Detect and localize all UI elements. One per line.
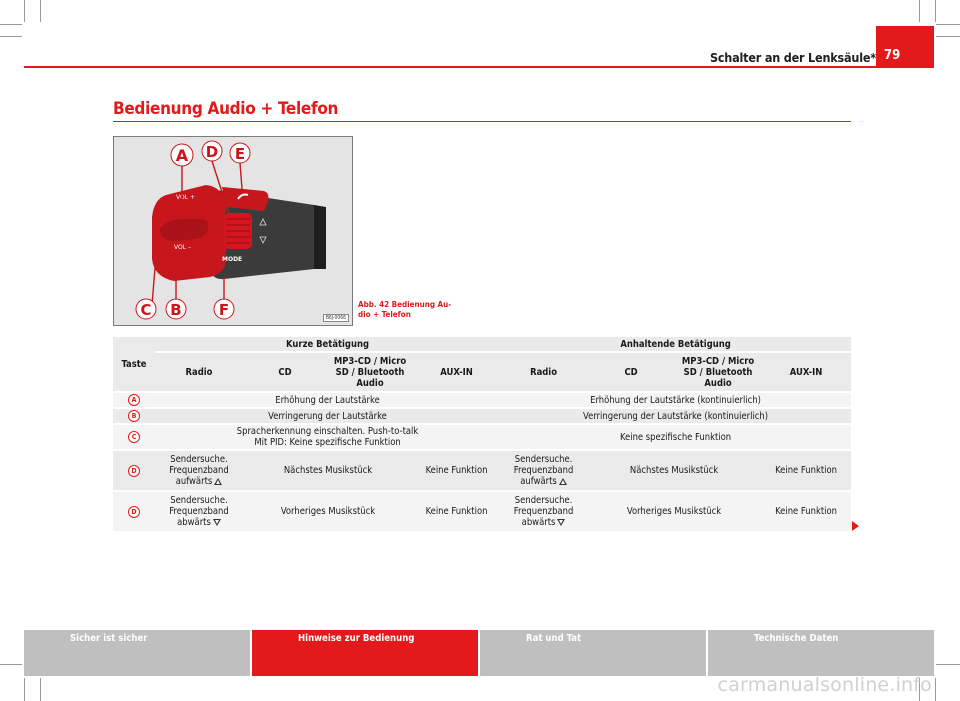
table-cell: Verringerung der Lautstärke [155,408,500,424]
crop-mark [0,36,22,37]
crop-mark [935,678,936,701]
control-stalk-illustration [114,137,353,326]
column-header: Radio [155,352,243,392]
table-cell [500,491,587,532]
running-header-title: Schalter an der Lenksäule* [709,50,876,65]
crop-mark [0,664,22,665]
footer-tab-sicher-ist-sicher[interactable]: Sicher ist sicher [24,630,250,676]
watermark: carmanualsonline.info [717,674,932,696]
figure-label-d: D [205,143,219,161]
vol-down-text: VOL – [174,244,191,251]
key-cell [113,392,155,408]
column-header: AUX-IN [761,352,851,392]
table-cell: Erhöhung der Lautstärke [155,392,500,408]
column-header: CD [587,352,675,392]
crop-mark [936,36,960,37]
key-cell [113,491,155,532]
table-cell: Keine spezifische Funktion [500,424,851,450]
table-cell [155,450,243,491]
column-header: CD [243,352,327,392]
column-header: MP3-CD / Micro SD / Bluetooth Audio [327,352,413,392]
key-cell [113,450,155,491]
cell-text: Sendersuche. Frequenzband abwärts [169,495,229,528]
footer-tab-hinweise-zur-bedienung[interactable]: Hinweise zur Bedienung [252,630,478,676]
key-cell [113,408,155,424]
footer-nav [24,630,934,676]
figure-label-f: F [218,301,230,319]
key-badge: D [128,465,140,477]
table-row [113,450,851,491]
key-badge: D [128,506,140,518]
triangle-down-icon [557,519,565,526]
section-title: Bedienung Audio + Telefon [113,99,339,119]
table-cell: Keine Funktion [761,450,851,491]
table-cell: Keine Funktion [413,491,500,532]
figure-label-e: E [234,145,246,163]
table-cell: Spracherkennung einschalten. Push-to-talk Mit PID: Keine spezifische Funktion [155,424,500,450]
footer-tab-rat-und-tat[interactable]: Rat und Tat [480,630,706,676]
triangle-down-icon [213,519,221,526]
header-rule [24,66,934,68]
figure-label-b: B [170,301,182,319]
crop-mark [936,664,960,665]
key-badge: C [128,431,140,443]
cell-text: Sendersuche. Frequenzband abwärts [513,495,574,528]
figure-code: B6J-0066 [323,314,349,322]
crop-mark [936,24,960,25]
table-header-row [113,337,851,352]
figure-label-c: C [140,301,152,319]
crop-mark [24,0,25,22]
triangle-up-icon [214,478,222,485]
crop-mark [0,24,22,25]
crop-mark [40,678,41,701]
group-header-long: Anhaltende Betätigung [500,337,851,352]
group-header-short: Kurze Betätigung [155,337,500,352]
column-header: MP3-CD / Micro SD / Bluetooth Audio [675,352,761,392]
crop-mark [24,678,25,701]
table-cell: Vorheriges Musikstück [587,491,761,532]
triangle-up-icon [559,478,567,485]
crop-mark [40,0,41,22]
table-cell: Nächstes Musikstück [243,450,413,491]
continue-arrow-icon [852,521,859,531]
table-cell: Nächstes Musikstück [587,450,761,491]
cell-text: Sendersuche. Frequenzband aufwärts [169,454,229,487]
table-row [113,392,851,408]
section-rule [113,121,851,122]
cell-text: Sendersuche. Frequenzband aufwärts [513,454,574,487]
steering-column-switch-figure [113,136,353,326]
taste-header: Taste [113,337,155,392]
table-cell: Erhöhung der Lautstärke (kontinuierlich) [500,392,851,408]
function-table [113,337,851,533]
table-row [113,491,851,532]
footer-tab-technische-daten[interactable]: Technische Daten [708,630,934,676]
column-header: Radio [500,352,587,392]
crop-mark [935,0,936,22]
key-badge: B [128,410,140,422]
vol-up-text: VOL + [176,194,195,201]
table-cell: Keine Funktion [761,491,851,532]
table-cell [500,450,587,491]
table-subheader-row [113,352,851,392]
table-cell: Vorheriges Musikstück [243,491,413,532]
table-cell: Verringerung der Lautstärke (kontinuierlich) [500,408,851,424]
mode-text: MODE [222,256,243,263]
table-row [113,408,851,424]
figure-caption-text: Abb. 42 Bedienung Au- dio + Telefon [358,300,452,319]
crop-mark [919,0,920,22]
table-cell: Keine Funktion [413,450,500,491]
key-badge: A [128,394,140,406]
figure-label-a: A [175,146,189,165]
table-row [113,424,851,450]
page-number: 79 [876,26,934,66]
table-cell [155,491,243,532]
column-header: AUX-IN [413,352,500,392]
figure-caption [358,300,468,320]
key-cell [113,424,155,450]
